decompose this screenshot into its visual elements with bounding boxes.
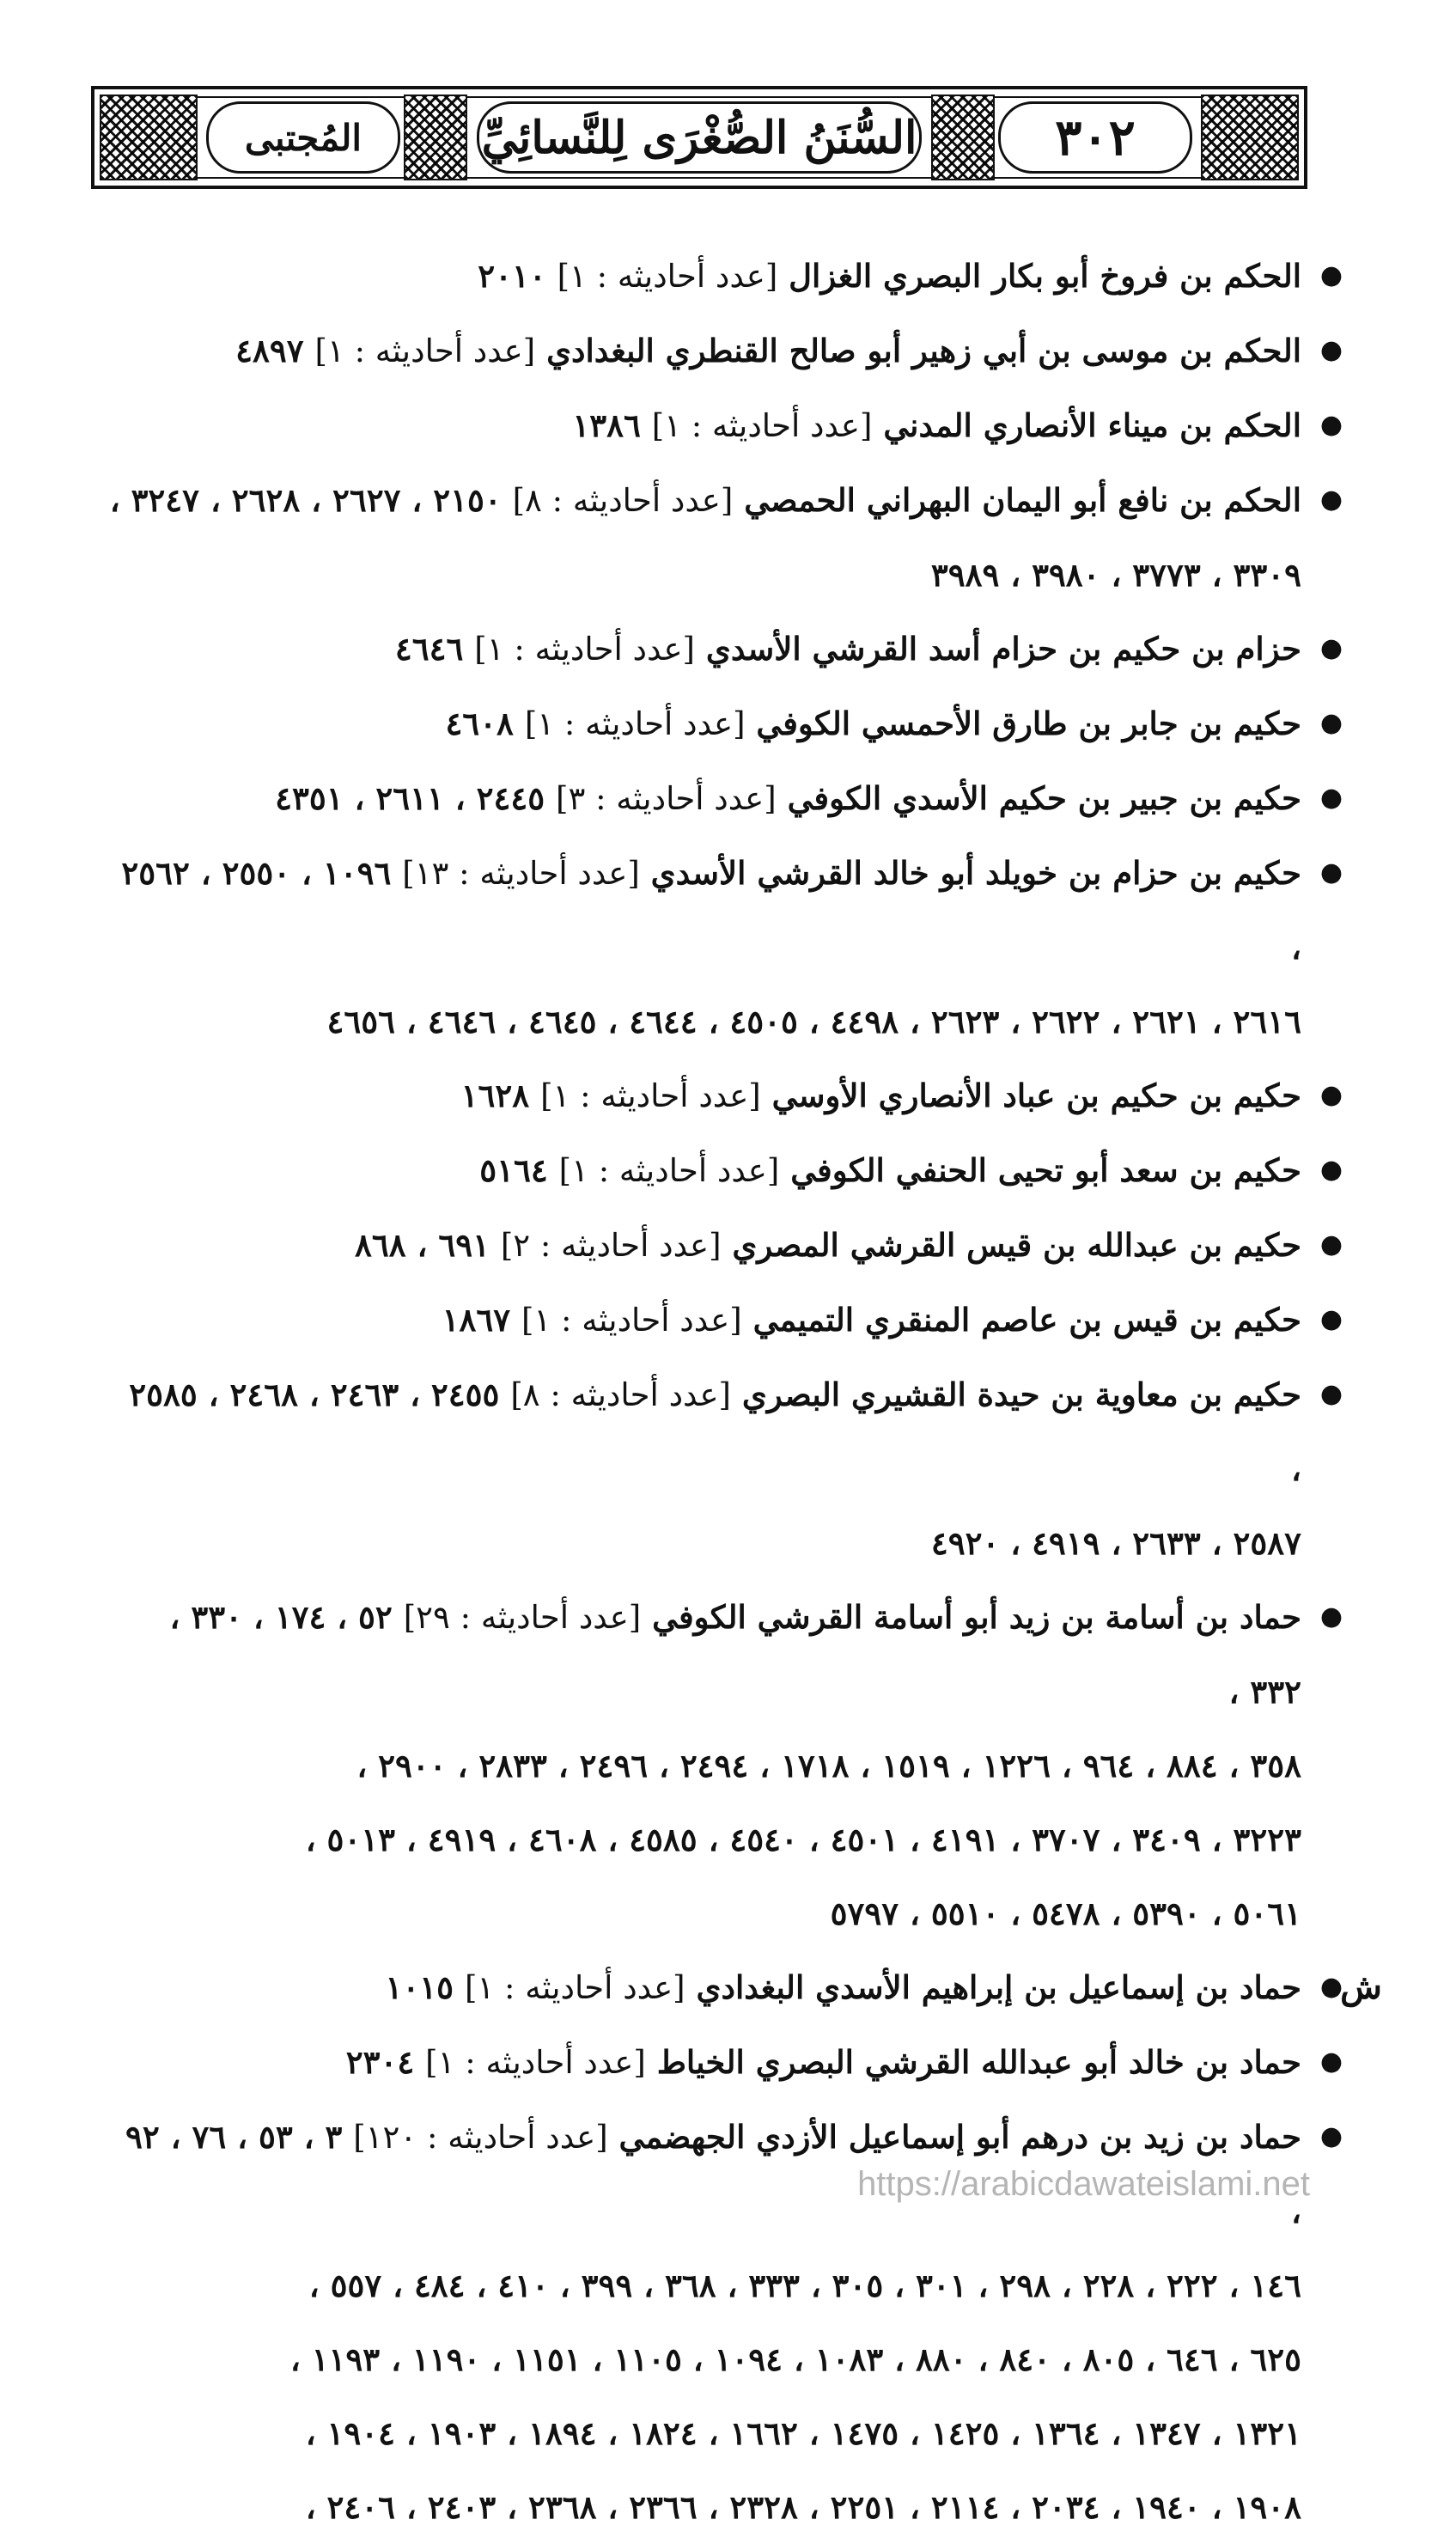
index-entry — [109, 761, 1346, 836]
hadith-numbers: ١٦٢٨ — [460, 1077, 530, 1114]
bullet-icon: ● — [1319, 857, 1343, 888]
hadith-numbers: ٢٣٠٤ — [345, 2043, 415, 2081]
page-number: ٣٠٢ — [1055, 108, 1136, 167]
hadith-numbers: ٢٦١٦ ، ٢٦٢١ ، ٢٦٢٢ ، ٢٦٢٣ ، ٤٤٩٨ ، ٤٥٠٥ ، ٤٦٤٤ ، ٤٦٤٥ ، ٤٦٤٦ ، ٤٦٥٦ — [326, 1003, 1301, 1040]
hadith-count: [عدد أحاديثه : ٢] — [500, 1227, 722, 1264]
narrator-name: الحكم بن نافع أبو اليمان البهراني الحمصي — [744, 481, 1301, 519]
hadith-numbers: ١٨٦٧ — [442, 1301, 511, 1339]
bullet-icon: ● — [1319, 1379, 1343, 1409]
bullet-icon: ● — [1319, 1601, 1343, 1632]
hadith-count: [عدد أحاديثه : ١] — [425, 2044, 646, 2081]
narrator-name: حزام بن حكيم بن حزام أسد القرشي الأسدي — [705, 630, 1301, 668]
hadith-numbers: ٢٤٤٥ ، ٢٦١١ ، ٤٣٥١ — [275, 779, 545, 817]
narrator-name: حماد بن خالد أبو عبدالله القرشي البصري الخياط — [656, 2043, 1301, 2081]
hadith-numbers: ١٩٠٨ ، ١٩٤٠ ، ٢٠٣٤ ، ٢١١٤ ، ٢٢٥١ ، ٢٣٢٨ ، ٢٣٦٦ ، ٢٣٦٨ ، ٢٤٠٣ ، ٢٤٠٦ ، — [305, 2488, 1301, 2526]
index-entry — [109, 836, 1346, 1058]
hadith-count: [عدد أحاديثه : ١] — [557, 258, 778, 295]
bullet-icon: ● — [1319, 260, 1343, 290]
watermark: https://arabicdawateislami.net — [857, 2165, 1310, 2203]
hadith-numbers: ٢٠١٠ — [478, 257, 546, 295]
index-entry — [109, 314, 1346, 388]
index-entry — [109, 1133, 1346, 1208]
ornament-mid-right — [931, 95, 995, 180]
bullet-icon: ● — [1319, 485, 1343, 515]
bullet-icon: ● — [1319, 410, 1343, 440]
bullet-icon: ● — [1319, 633, 1343, 663]
bullet-icon: ● — [1319, 335, 1343, 365]
hadith-numbers: ٥١٦٤ — [479, 1151, 548, 1189]
page-number-cartouche — [998, 101, 1192, 174]
hadith-count: [عدد أحاديثه : ٨] — [512, 482, 734, 519]
hadith-numbers: ١٠٩٦ ، ٢٥٥٠ ، ٢٥٦٢ ، — [121, 854, 1301, 967]
hadith-numbers: ٤٦٠٨ — [445, 705, 514, 742]
bullet-icon: ● — [1319, 708, 1343, 738]
narrator-name: حكيم بن جبير بن حكيم الأسدي الكوفي — [787, 779, 1301, 817]
hadith-count: [عدد أحاديثه : ١] — [314, 332, 536, 369]
hadith-count: [عدد أحاديثه : ٨] — [510, 1376, 731, 1413]
index-entry — [109, 463, 1346, 612]
bullet-icon: ● — [1319, 1080, 1343, 1110]
narrator-name: الحكم بن فروخ أبو بكار البصري الغزال — [789, 257, 1301, 295]
index-entry — [109, 239, 1346, 314]
hadith-numbers: ٦٩١ ، ٨٦٨ — [354, 1226, 490, 1264]
narrator-name: حماد بن إسماعيل بن إبراهيم الأسدي البغدادي — [696, 1968, 1301, 2006]
hadith-count: [عدد أحاديثه : ٣] — [556, 780, 777, 817]
book-name: المُجتبى — [244, 116, 362, 159]
ornament-right — [1201, 95, 1299, 180]
index-entry — [109, 1357, 1346, 1580]
narrator-name: حكيم بن معاوية بن حيدة القشيري البصري — [741, 1376, 1301, 1413]
ornament-mid-left — [404, 95, 467, 180]
hadith-count: [عدد أحاديثه : ١٣] — [402, 855, 640, 892]
book-name-cartouche — [206, 101, 400, 174]
narrator-name: حماد بن أسامة بن زيد أبو أسامة القرشي الكوفي — [652, 1598, 1301, 1636]
hadith-numbers: ٢٥٨٧ ، ٢٦٣٣ ، ٤٩١٩ ، ٤٩٢٠ — [930, 1524, 1301, 1562]
hadith-numbers: ٦٢٥ ، ٦٤٦ ، ٨٠٥ ، ٨٤٠ ، ٨٨٠ ، ١٠٨٣ ، ١٠٩٤ ، ١١٠٥ ، ١١٥١ ، ١١٩٠ ، ١١٩٣ ، — [289, 2340, 1301, 2378]
narrator-name: حكيم بن حزام بن خويلد أبو خالد القرشي الأسدي — [650, 854, 1301, 892]
index-entry — [109, 1580, 1346, 1950]
index-entry — [109, 2025, 1346, 2100]
index-entry — [109, 1950, 1382, 2025]
index-entry — [109, 1283, 1346, 1357]
hadith-numbers: ٣ ، ٥٣ ، ٧٦ ، ٩٢ ، — [125, 2118, 1301, 2230]
hadith-count: [عدد أحاديثه : ١٢٠] — [353, 2119, 608, 2156]
hadith-numbers: ١٣٢١ ، ١٣٤٧ ، ١٣٦٤ ، ١٤٢٥ ، ١٤٧٥ ، ١٦٦٢ ، ١٨٢٤ ، ١٨٩٤ ، ١٩٠٣ ، ١٩٠٤ ، — [305, 2414, 1301, 2452]
hadith-numbers: ٣٣٠٩ ، ٣٧٧٣ ، ٣٩٨٠ ، ٣٩٨٩ — [930, 556, 1301, 594]
hadith-numbers: ٢١٥٠ ، ٢٦٢٧ ، ٢٦٢٨ ، ٣٢٤٧ ، — [109, 481, 502, 519]
page-header — [91, 86, 1307, 189]
index-entry — [109, 612, 1346, 686]
narrator-name: حكيم بن سعد أبو تحيى الحنفي الكوفي — [790, 1151, 1301, 1189]
bullet-icon: ● — [1319, 1155, 1343, 1185]
narrator-name: حكيم بن حكيم بن عباد الأنصاري الأوسي — [771, 1077, 1301, 1114]
hadith-count: [عدد أحاديثه : ١] — [464, 1969, 685, 2006]
hadith-numbers: ٥٠٦١ ، ٥٣٩٠ ، ٥٤٧٨ ، ٥٥١٠ ، ٥٧٩٧ — [830, 1894, 1301, 1932]
hadith-numbers: ٤٨٩٧ — [235, 332, 304, 369]
hadith-numbers: ١٣٨٦ — [572, 406, 641, 444]
ornament-left — [100, 95, 198, 180]
narrator-name: حماد بن زيد بن درهم أبو إسماعيل الأزدي الجهضمي — [618, 2118, 1301, 2156]
bullet-icon: ● — [1319, 2121, 1343, 2151]
hadith-count: [عدد أحاديثه : ٢٩] — [403, 1599, 642, 1636]
narrator-name: حكيم بن عبدالله بن قيس القرشي المصري — [732, 1226, 1301, 1264]
bullet-icon: ● — [1319, 2047, 1343, 2077]
hadith-numbers: ٣٢٢٣ ، ٣٤٠٩ ، ٣٧٠٧ ، ٤١٩١ ، ٤٥٠١ ، ٤٥٤٠ ، ٤٥٨٥ ، ٤٦٠٨ ، ٤٩١٩ ، ٥٠١٣ ، — [305, 1821, 1301, 1858]
hadith-count: [عدد أحاديثه : ١] — [521, 1302, 742, 1339]
narrator-name: الحكم بن موسى بن أبي زهير أبو صالح القنطري البغدادي — [546, 332, 1301, 369]
narrator-name: الحكم بن ميناء الأنصاري المدني — [883, 406, 1301, 444]
index-entry — [109, 1058, 1346, 1133]
hadith-numbers: ١٠١٥ — [385, 1968, 454, 2006]
running-title: السُّنَنُ الصُّغْرَى لِلنَّسائِيِّ — [481, 111, 917, 164]
hadith-count: [عدد أحاديثه : ١] — [651, 407, 873, 444]
running-title-cartouche — [477, 101, 922, 174]
hadith-count: [عدد أحاديثه : ١] — [474, 631, 695, 668]
entry-marker: ش — [1340, 1967, 1382, 2007]
narrator-name: حكيم بن جابر بن طارق الأحمسي الكوفي — [756, 705, 1301, 742]
index-entry — [109, 388, 1346, 463]
index-entry — [109, 686, 1346, 761]
index-entry — [109, 1208, 1346, 1283]
narrator-name: حكيم بن قيس بن عاصم المنقري التميمي — [752, 1301, 1301, 1339]
bullet-icon: ● — [1319, 1972, 1343, 2002]
hadith-count: [عدد أحاديثه : ١] — [558, 1152, 780, 1189]
hadith-count: [عدد أحاديثه : ١] — [540, 1077, 761, 1114]
bullet-icon: ● — [1319, 1304, 1343, 1334]
hadith-numbers: ٤٦٤٦ — [394, 630, 464, 668]
hadith-numbers: ٢٤٥٥ ، ٢٤٦٣ ، ٢٤٦٨ ، ٢٥٨٥ ، — [129, 1376, 1301, 1488]
bullet-icon: ● — [1319, 1229, 1343, 1260]
hadith-numbers: ٥٢ ، ١٧٤ ، ٣٣٠ ، ٣٣٢ ، — [169, 1598, 1301, 1711]
hadith-numbers: ١٤٦ ، ٢٢٢ ، ٢٢٨ ، ٢٩٨ ، ٣٠١ ، ٣٠٥ ، ٣٣٣ ، ٣٦٨ ، ٣٩٩ ، ٤١٠ ، ٤٨٤ ، ٥٥٧ ، — [308, 2266, 1301, 2304]
hadith-numbers: ٣٥٨ ، ٨٨٤ ، ٩٦٤ ، ١٢٢٦ ، ١٥١٩ ، ١٧١٨ ، ٢٤٩٤ ، ٢٤٩٦ ، ٢٨٣٣ ، ٢٩٠٠ ، — [356, 1747, 1301, 1784]
bullet-icon: ● — [1319, 783, 1343, 813]
hadith-count: [عدد أحاديثه : ١] — [524, 705, 746, 742]
